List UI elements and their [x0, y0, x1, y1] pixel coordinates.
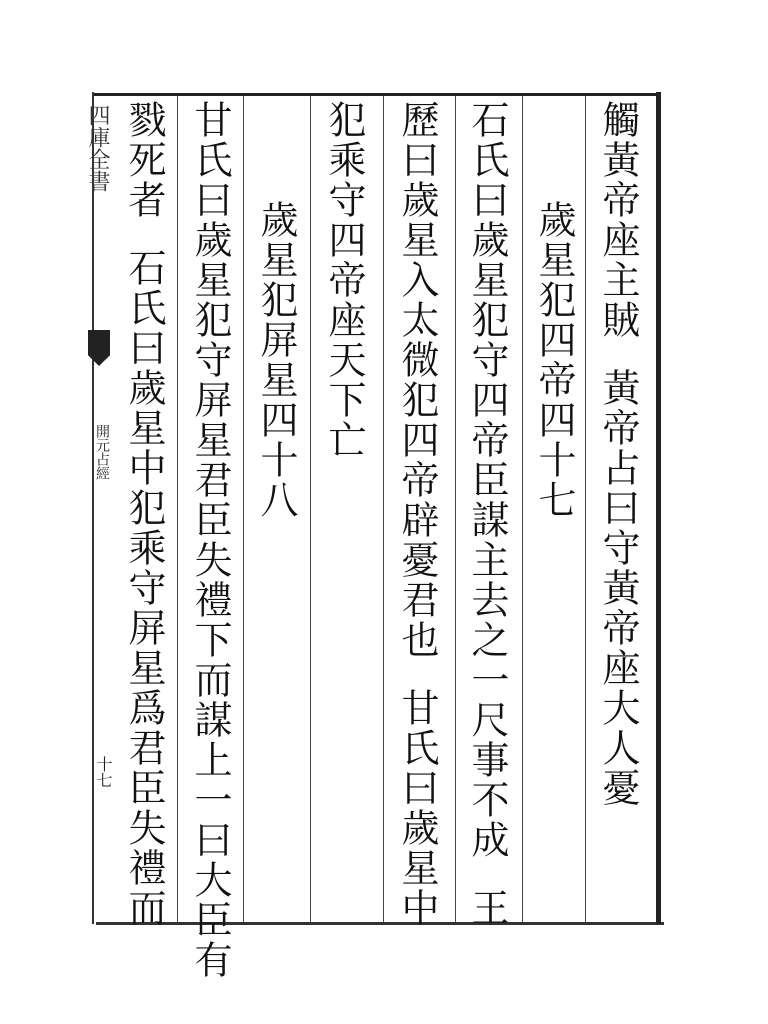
text-column-8	[120, 100, 168, 928]
column-rule	[383, 96, 384, 922]
column-segment: 犯乘守四帝座天下亡	[322, 100, 366, 460]
column-segment: 甘氏曰歲星犯守屏星君臣失禮下而謀上一曰大臣有	[188, 100, 232, 980]
text-column-5	[320, 100, 368, 460]
banxin-chapter: 開元占經	[94, 424, 110, 480]
banxin-strip	[82, 96, 110, 922]
text-column-1	[594, 100, 642, 808]
column-segment: 戮死者	[122, 100, 166, 220]
column-rule	[243, 96, 244, 922]
banxin-title: 四庫全書	[85, 104, 110, 192]
text-column-2	[530, 200, 578, 520]
column-segment: 黃帝占曰守黃帝座大人憂	[596, 368, 640, 808]
column-segment: 歲星犯屏星四十八	[254, 200, 298, 520]
banxin-page-number: 十七	[94, 756, 113, 788]
text-column-4	[393, 100, 441, 928]
column-segment: 石氏曰歲星犯守四帝臣謀主去之一尺事不成	[465, 100, 509, 860]
column-segment: 甘氏曰歲星中	[395, 688, 439, 928]
column-rule	[177, 96, 178, 922]
frame-bottom-rule	[96, 922, 664, 925]
column-rule	[310, 96, 311, 922]
text-column-6	[252, 200, 300, 520]
column-rule	[455, 96, 456, 922]
column-segment: 歲星犯四帝四十七	[532, 200, 576, 520]
column-segment: 歷曰歲星入太微犯四帝辟憂君也	[395, 100, 439, 660]
column-segment: 石氏曰歲星中犯乘守屏星爲君臣失禮而	[122, 248, 166, 928]
column-rule	[585, 96, 586, 922]
column-rule	[522, 96, 523, 922]
column-segment: 王	[465, 888, 509, 928]
text-column-3	[463, 100, 511, 928]
column-segment: 觸黃帝座主賊	[596, 100, 640, 340]
text-column-7	[186, 100, 234, 980]
frame-right-rule	[656, 92, 661, 924]
